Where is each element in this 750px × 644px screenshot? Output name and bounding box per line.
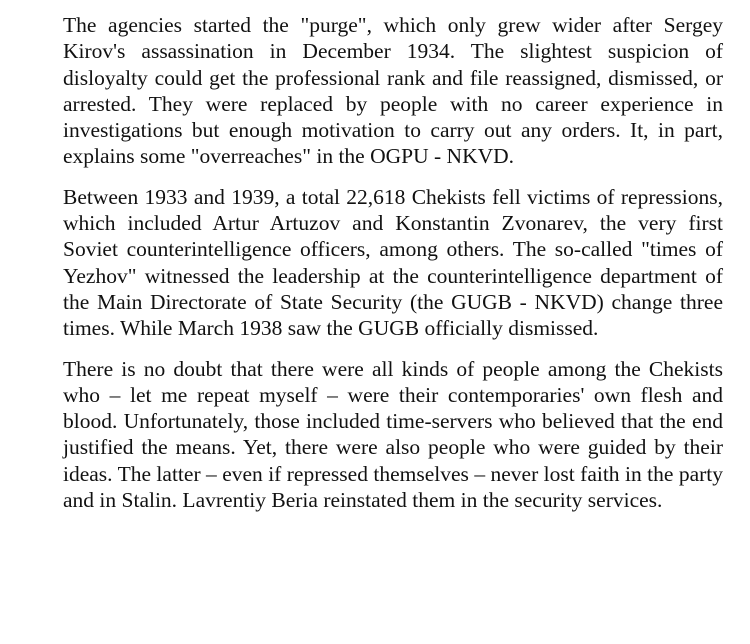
paragraph-chekists: There is no doubt that there were all kinds of people among the Chekists who – let me repeat myself – were their contemporaries' own flesh and blood. Unfortunately, those included time-servers who believed that the end justified the means. Yet, there were also people who were guided by their ideas. The latter – even if repressed themselves – never lost faith in the party and in Stalin. Lavrentiy Beria reinstated them in the security services.: [63, 356, 723, 513]
paragraph-repressions: Between 1933 and 1939, a total 22,618 Chekists fell victims of repressions, which included Artur Artuzov and Konstantin Zvonarev, the very first Soviet counterintelligence officers, among others. The so-called "times of Yezhov" witnessed the leadership at the counterintelligence department of the Main Directorate of State Security (the GUGB - NKVD) change three times. While March 1938 saw the GUGB officially dismissed.: [63, 184, 723, 341]
paragraph-purge: The agencies started the "purge", which only grew wider after Sergey Kirov's assassination in December 1934. The slightest suspicion of disloyalty could get the professional rank and file reassigned, dismissed, or arrested. They were replaced by people with no career experience in investigations but enough motivation to carry out any orders. It, in part, explains some "overreaches" in the OGPU - NKVD.: [63, 13, 723, 169]
